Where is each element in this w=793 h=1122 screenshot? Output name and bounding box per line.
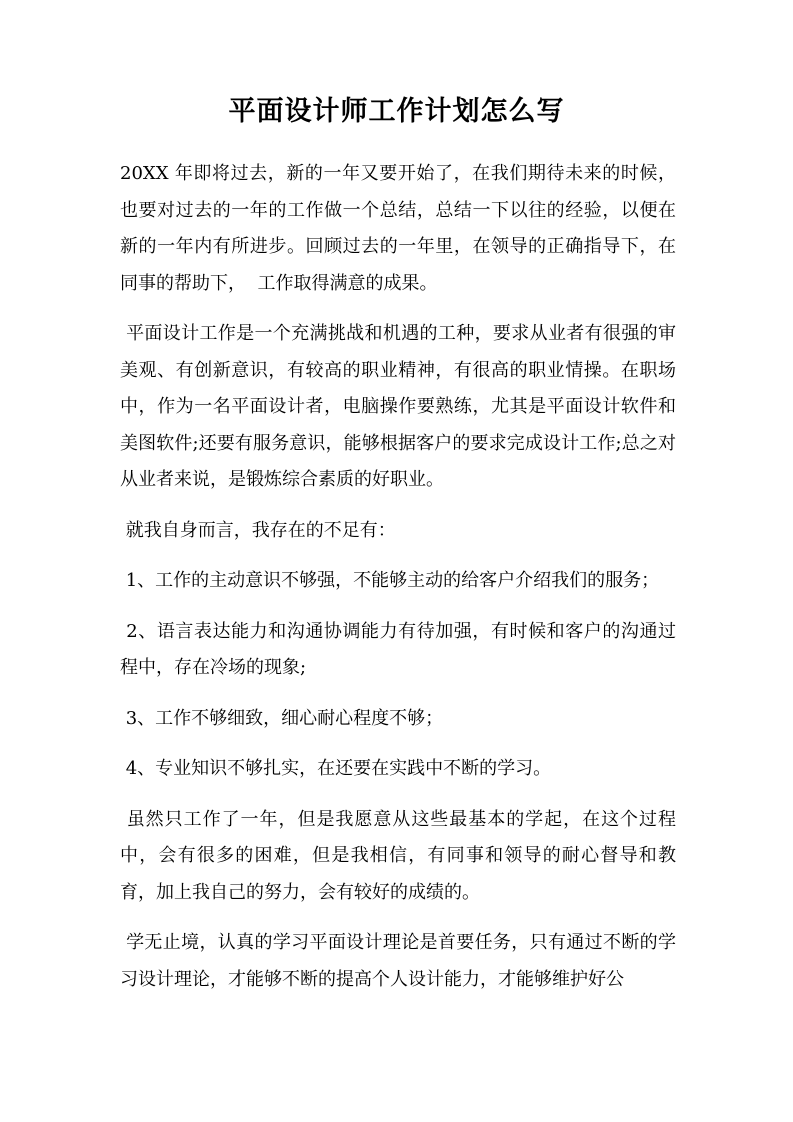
paragraph-job-description: 平面设计工作是一个充满挑战和机遇的工种，要求从业者有很强的审美观、有创新意识，有较高的职业精神，有很高的职业情操。在职场中，作为一名平面设计者，电脑操作要熟练，尤其是平面设计软件和美图软件;还要有服务意识，能够根据客户的要求完成设计工作;总之对从业者来说，是锻炼综合素质的好职业。: [120, 323, 676, 490]
paragraph-learning: 学无止境，认真的学习平面设计理论是首要任务，只有通过不断的学习设计理论，才能够不断的提高个人设计能力，才能够维护好公: [120, 932, 676, 990]
paragraph-commitment: 虽然只工作了一年，但是我愿意从这些最基本的学起，在这个过程中，会有很多的困难，但是我相信，有同事和领导的耐心督导和教育，加上我自己的努力，会有较好的成绩的。: [120, 808, 676, 903]
paragraph-shortcomings-intro: 就我自身而言，我存在的不足有：: [120, 519, 396, 541]
document-body: [120, 156, 676, 1012]
document-title: 平面设计师工作计划怎么写: [228, 96, 565, 127]
list-item-shortcoming-1: 1、工作的主动意识不够强，不能够主动的给客户介绍我们的服务；: [120, 570, 660, 591]
list-item-shortcoming-3: 3、工作不够细致，细心耐心程度不够；: [120, 707, 444, 729]
list-item-shortcoming-2: 2、语言表达能力和沟通协调能力有待加强，有时候和客户的沟通过程中，存在冷场的现象;: [120, 620, 676, 678]
paragraph-intro: 20XX 年即将过去，新的一年又要开始了，在我们期待未来的时候，也要对过去的一年的工作做一个总结，总结一下以往的经验，以便在新的一年内有所进步。回顾过去的一年里，在领导的正确指导下，在同事的帮助下， 工作取得满意的成果。: [120, 163, 676, 294]
list-item-shortcoming-4: 4、专业知识不够扎实，在还要在实践中不断的学习。: [120, 758, 552, 779]
